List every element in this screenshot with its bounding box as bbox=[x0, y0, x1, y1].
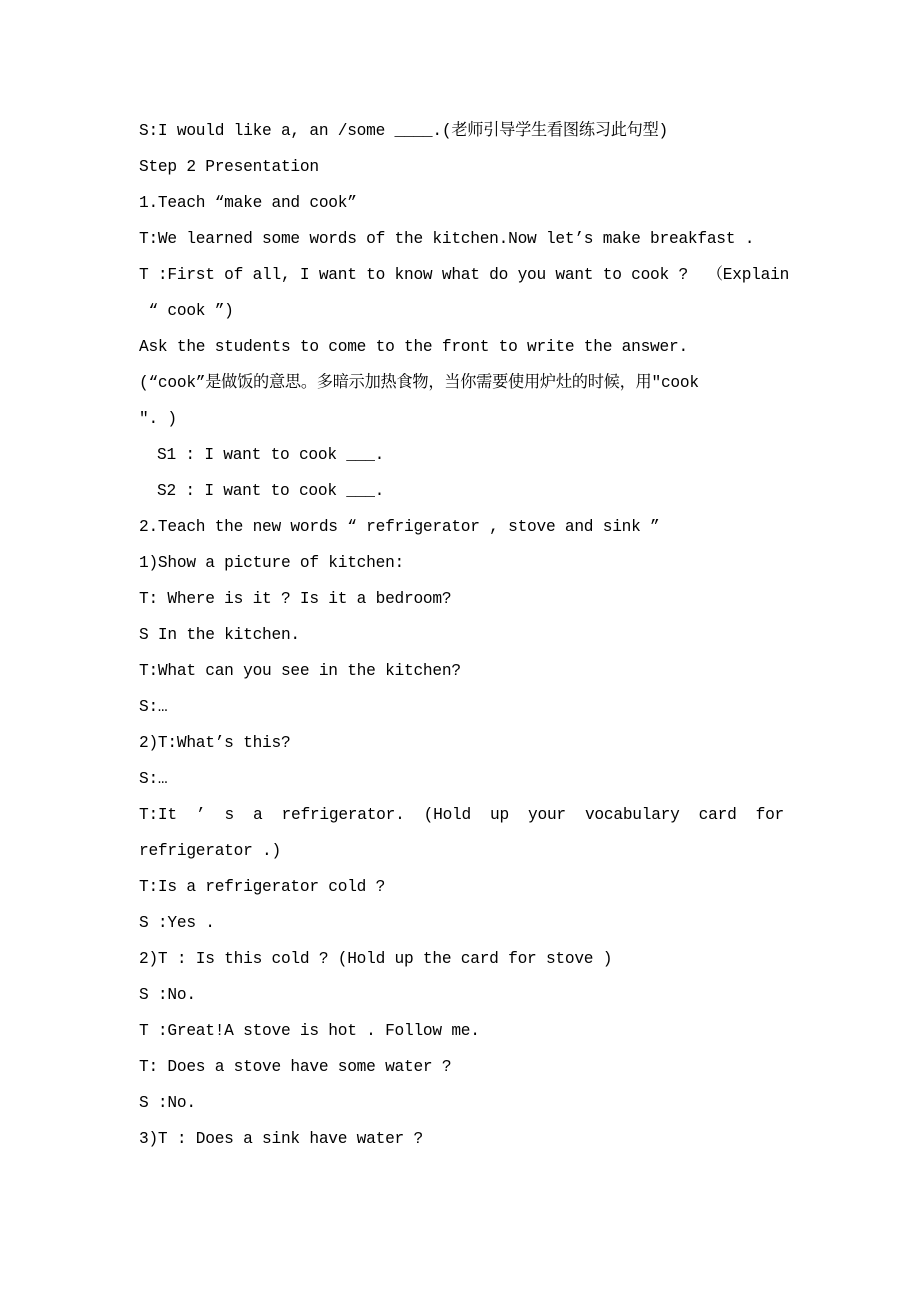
text-line: T :First of all, I want to know what do you want to cook ? （Explain bbox=[139, 266, 790, 284]
text-line: (“cook”是做饭的意思。多暗示加热食物，当你需要使用炉灶的时候，用"cook bbox=[139, 374, 699, 392]
text-line: S:I would like a, an /some ____.(老师引导学生看图练习此句型) bbox=[139, 122, 668, 140]
text-line: T:What can you see in the kitchen? bbox=[139, 662, 461, 680]
text-line: ″. ) bbox=[139, 410, 177, 428]
text-line: S :No. bbox=[139, 986, 196, 1004]
text-line: 3)T : Does a sink have water ? bbox=[139, 1130, 423, 1148]
text-line: 2)T : Is this cold ? (Hold up the card for stove ) bbox=[139, 950, 613, 968]
text-line: Ask the students to come to the front to write the answer. bbox=[139, 338, 688, 356]
text-line: 2)T:What’s this? bbox=[139, 734, 291, 752]
section-heading: 2.Teach the new words “ refrigerator , stove and sink ” bbox=[139, 518, 660, 536]
text-line: S In the kitchen. bbox=[139, 626, 300, 644]
text-line: S2 : I want to cook ___. bbox=[157, 482, 385, 500]
text-line: T: Where is it ? Is it a bedroom? bbox=[139, 590, 452, 608]
document-page bbox=[139, 113, 790, 1157]
text-line: T:Is a refrigerator cold ? bbox=[139, 878, 386, 896]
text-line: S :Yes . bbox=[139, 914, 215, 932]
section-heading: 1.Teach “make and cook” bbox=[139, 194, 357, 212]
text-line: S:… bbox=[139, 770, 168, 788]
text-line: S:… bbox=[139, 698, 168, 716]
text-line: T:It ’ s a refrigerator. (Hold up your vocabulary card for bbox=[139, 806, 784, 824]
text-line: S1 : I want to cook ___. bbox=[157, 446, 385, 464]
text-line: refrigerator .) bbox=[139, 842, 281, 860]
step-heading: Step 2 Presentation bbox=[139, 158, 319, 176]
text-line: T: Does a stove have some water ? bbox=[139, 1058, 452, 1076]
text-line: 1)Show a picture of kitchen: bbox=[139, 554, 404, 572]
text-line: S :No. bbox=[139, 1094, 196, 1112]
text-line: “ cook ”) bbox=[139, 302, 234, 320]
text-line: T:We learned some words of the kitchen.Now let’s make breakfast . bbox=[139, 230, 755, 248]
text-line: T :Great!A stove is hot . Follow me. bbox=[139, 1022, 480, 1040]
